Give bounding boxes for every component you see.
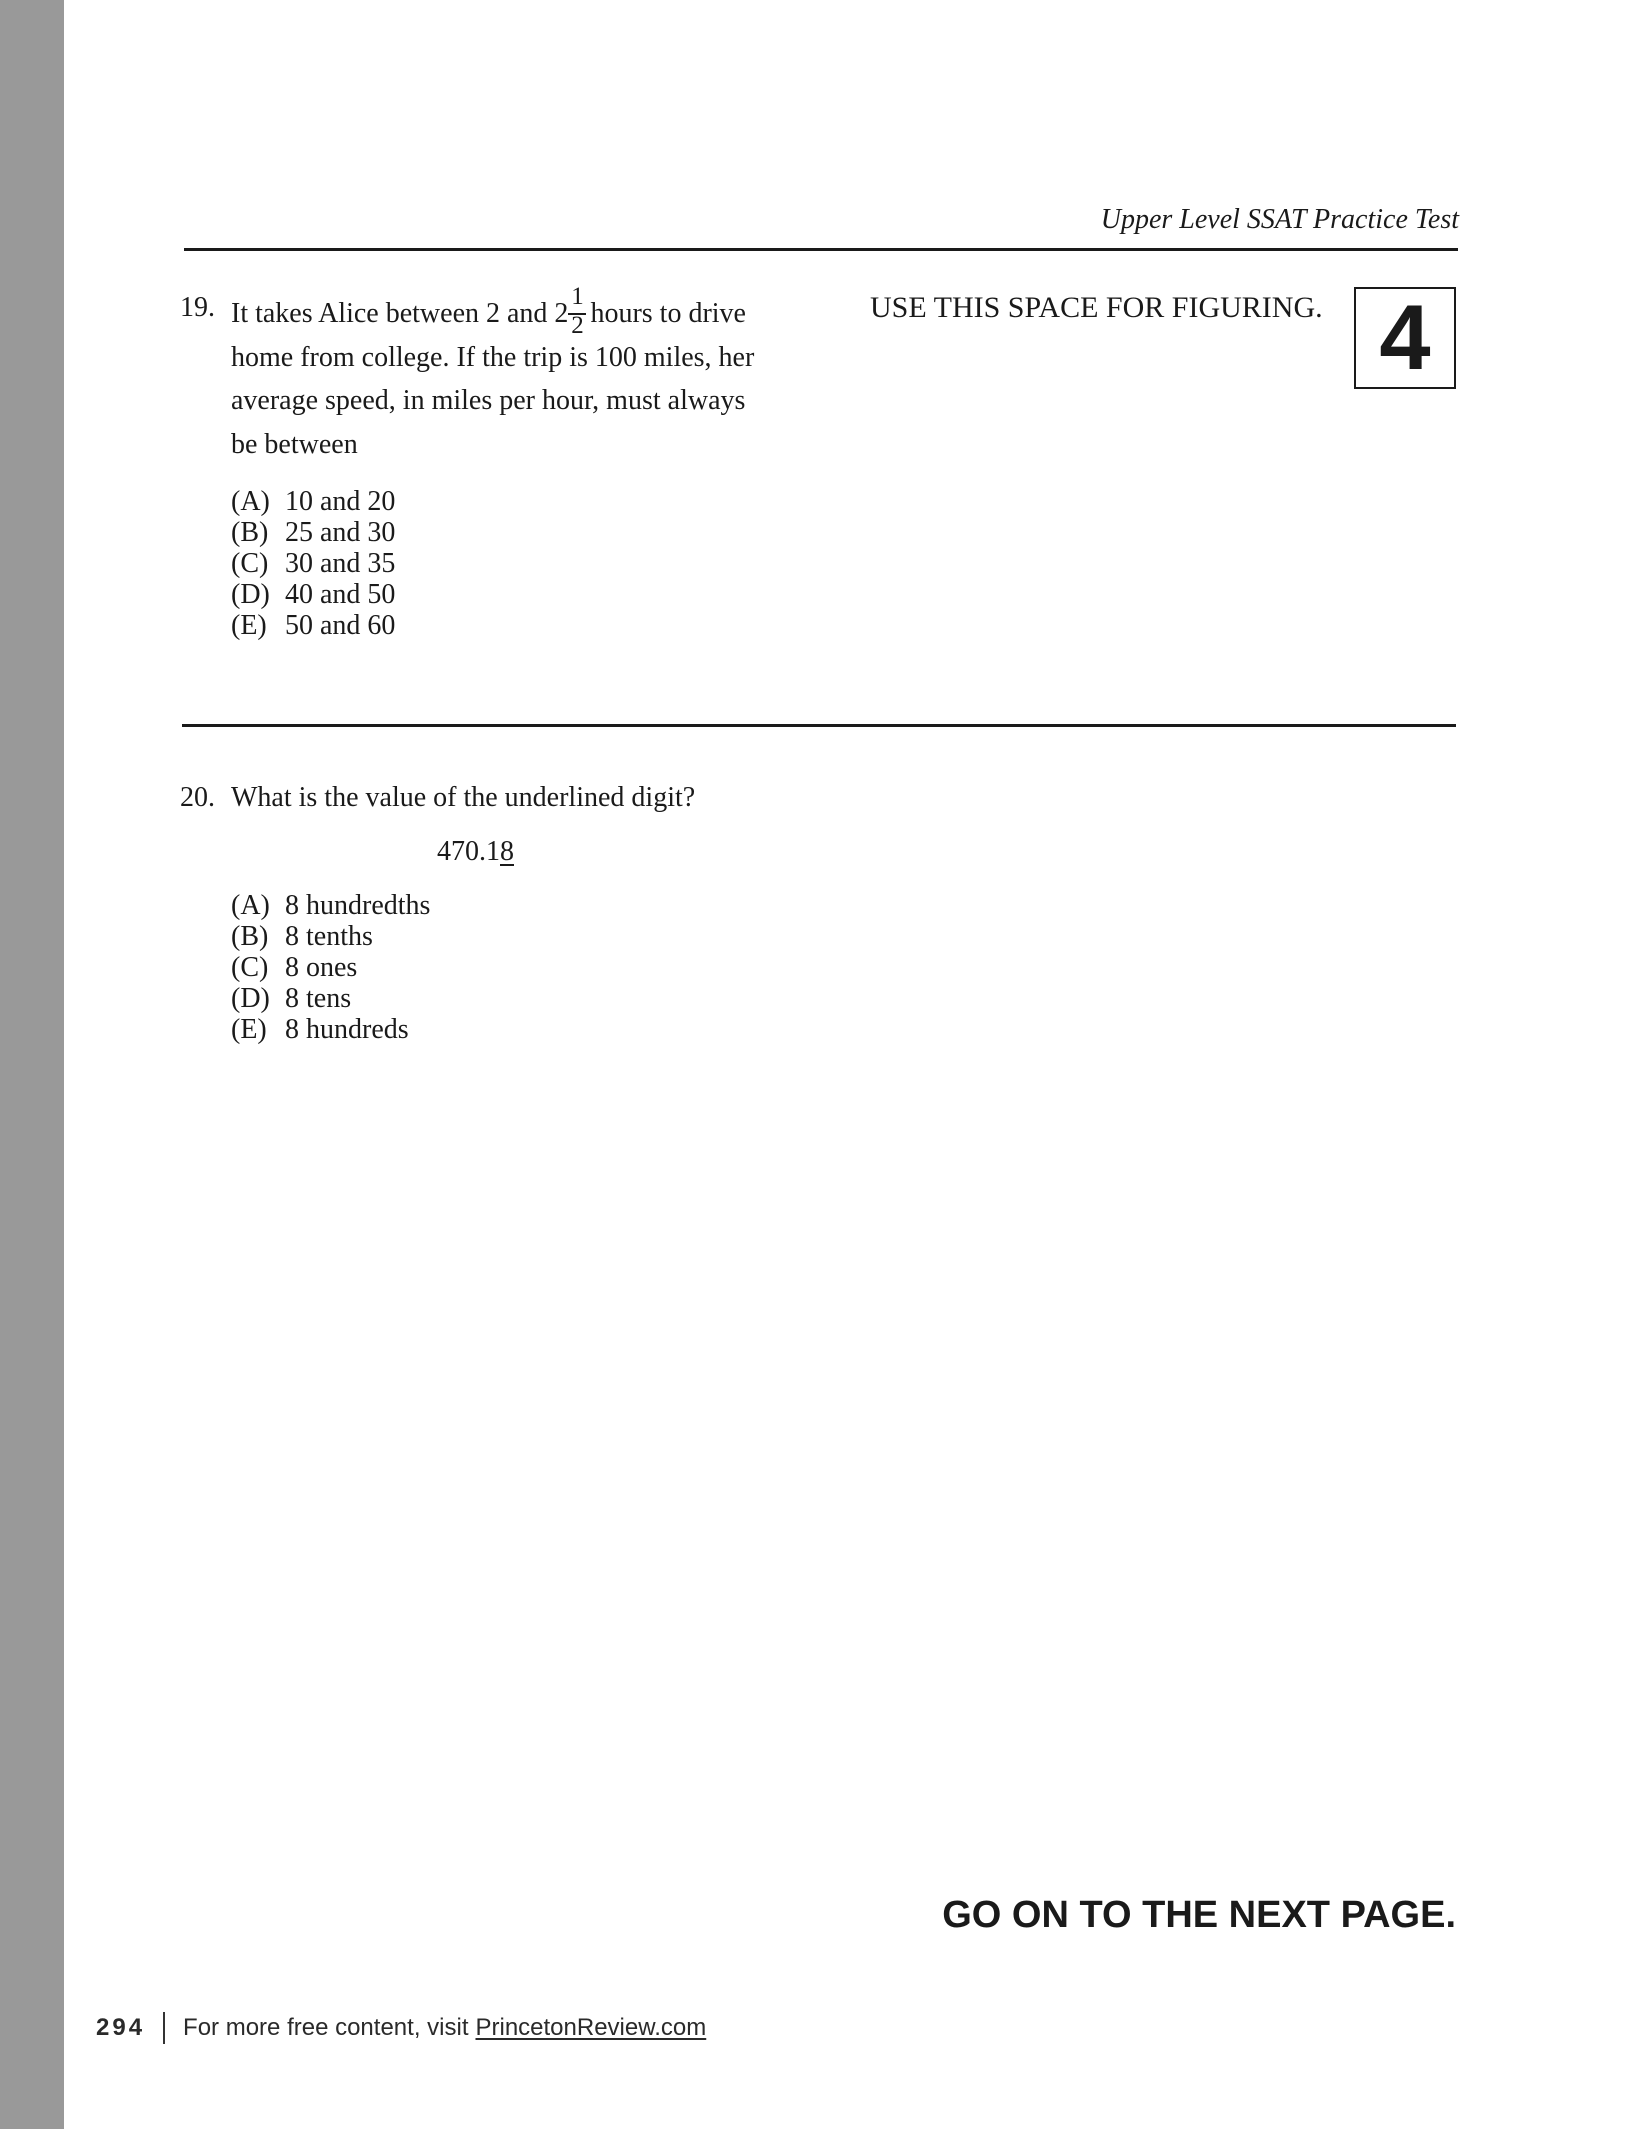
choice-text: 50 and 60	[285, 610, 396, 641]
number-with-underlined-digit	[437, 832, 514, 872]
choice-letter: (A)	[231, 486, 270, 517]
choice-letter: (D)	[231, 983, 270, 1014]
choice-text: 10 and 20	[285, 486, 396, 517]
choice-b[interactable]	[231, 517, 395, 548]
stem-line-1	[231, 283, 791, 339]
choice-text: 8 hundredths	[285, 890, 431, 921]
page-number: 294	[96, 2014, 146, 2041]
stem-line-3: average speed, in miles per hour, must always	[231, 385, 746, 416]
choice-text: 25 and 30	[285, 517, 396, 548]
question-number: 19.	[180, 292, 215, 323]
choice-c[interactable]	[231, 952, 430, 983]
page-footer	[96, 2010, 706, 2046]
answer-choices	[231, 890, 430, 1045]
choice-text: 8 tens	[285, 983, 352, 1014]
question-number: 20.	[180, 782, 215, 813]
question-divider	[182, 724, 1456, 727]
answer-choices	[231, 486, 395, 641]
choice-e[interactable]	[231, 610, 395, 641]
footer-link[interactable]: PrincetonReview.com	[475, 2014, 707, 2041]
choice-letter: (B)	[231, 517, 269, 548]
choice-letter: (C)	[231, 952, 269, 983]
section-number: 4	[1379, 287, 1431, 389]
choice-c[interactable]	[231, 548, 395, 579]
choice-letter: (E)	[231, 610, 267, 641]
section-number-box	[1354, 287, 1456, 389]
choice-text: 40 and 50	[285, 579, 396, 610]
choice-text: 8 tenths	[285, 921, 373, 952]
choice-letter: (E)	[231, 1014, 267, 1045]
choice-text: 8 ones	[285, 952, 358, 983]
stem-line-2: home from college. If the trip is 100 miles, her	[231, 341, 755, 373]
fraction-one-half	[568, 283, 586, 339]
choice-b[interactable]	[231, 921, 430, 952]
choice-e[interactable]	[231, 1014, 430, 1045]
header-rule	[184, 248, 1458, 251]
fraction-denominator: 2	[571, 312, 584, 339]
stem-line-1-end: hours to drive	[590, 298, 746, 329]
choice-d[interactable]	[231, 579, 395, 610]
footer-divider	[163, 2012, 165, 2044]
number-prefix: 470.1	[437, 836, 500, 867]
choice-letter: (D)	[231, 579, 270, 610]
figuring-note: USE THIS SPACE FOR FIGURING.	[870, 291, 1323, 324]
footer-text: For more free content, visit	[183, 2014, 469, 2041]
choice-letter: (B)	[231, 921, 269, 952]
question-stem: What is the value of the underlined digit?	[231, 782, 696, 813]
question-stem	[231, 283, 791, 466]
choice-a[interactable]	[231, 486, 395, 517]
go-on-next-page: GO ON TO THE NEXT PAGE.	[942, 1894, 1456, 1936]
choice-text: 30 and 35	[285, 548, 396, 579]
choice-a[interactable]	[231, 890, 430, 921]
choice-letter: (A)	[231, 890, 270, 921]
choice-text: 8 hundreds	[285, 1014, 409, 1045]
page-edge-bar	[0, 0, 64, 2129]
fraction-numerator: 1	[571, 283, 584, 310]
running-title: Upper Level SSAT Practice Test	[1100, 204, 1459, 235]
choice-letter: (C)	[231, 548, 269, 579]
stem-line-4: be between	[231, 428, 358, 460]
stem-start: It takes Alice between 2 and 2	[231, 298, 569, 329]
choice-d[interactable]	[231, 983, 430, 1014]
underlined-digit: 8	[500, 836, 514, 867]
